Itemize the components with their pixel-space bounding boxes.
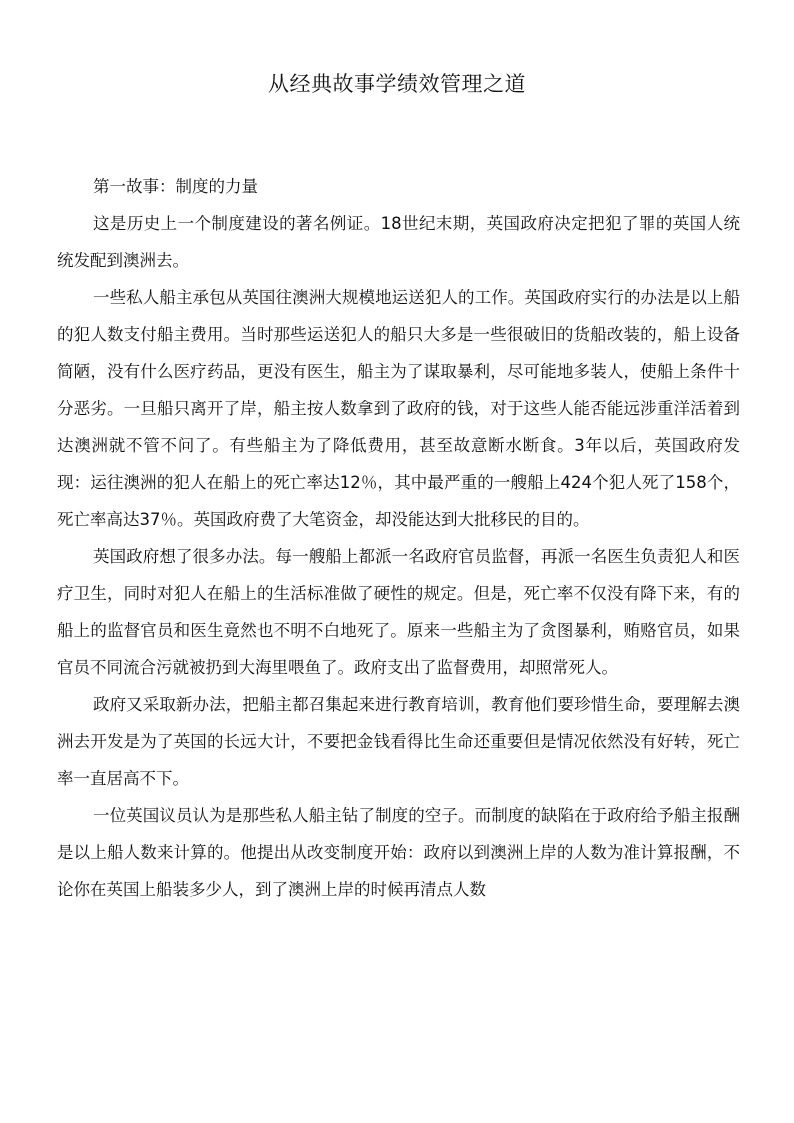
paragraph-1: 这是历史上一个制度建设的著名例证。18世纪末期，英国政府决定把犯了罪的英国人统统发配到澳洲去。 <box>57 214 740 270</box>
section-heading: 第一故事：制度的力量 <box>93 177 258 196</box>
document-body <box>57 168 740 908</box>
document-title: 从经典故事学绩效管理之道 <box>268 72 526 96</box>
paragraph-5: 一位英国议员认为是那些私人船主钻了制度的空子。而制度的缺陷在于政府给予船主报酬是以上船人数来计算的。他提出从改变制度开始：政府以到澳洲上岸的人数为准计算报酬，不论你在英国上船装多少人，到了澳洲上岸的时候再清点人数 <box>57 806 740 899</box>
paragraph-4: 政府又采取新办法，把船主都召集起来进行教育培训，教育他们要珍惜生命，要理解去澳洲去开发是为了英国的长远大计，不要把金钱看得比生命还重要但是情况依然没有好转，死亡率一直居高不下。 <box>57 695 740 788</box>
paragraph-3: 英国政府想了很多办法。每一艘船上都派一名政府官员监督，再派一名医生负责犯人和医疗卫生，同时对犯人在船上的生活标准做了硬性的规定。但是，死亡率不仅没有降下来，有的船上的监督官员和医生竟然也不明不白地死了。原来一些船主为了贪图暴利，贿赂官员，如果官员不同流合污就被扔到大海里喂鱼了。政府支出了监督费用，却照常死人。 <box>57 547 740 677</box>
paragraph-2: 一些私人船主承包从英国往澳洲大规模地运送犯人的工作。英国政府实行的办法是以上船的犯人数支付船主费用。当时那些运送犯人的船只大多是一些很破旧的货船改装的，船上设备简陋，没有什么医疗药品，更没有医生，船主为了谋取暴利，尽可能地多装人，使船上条件十分恶劣。一旦船只离开了岸，船主按人数拿到了政府的钱，对于这些人能否能远涉重洋活着到达澳洲就不管不问了。有些船主为了降低费用，甚至故意断水断食。3年以后，英国政府发现：运往澳洲的犯人在船上的死亡率达12％，其中最严重的一艘船上424个犯人死了158个，死亡率高达37％。英国政府费了大笔资金，却没能达到大批移民的目的。 <box>57 288 740 529</box>
